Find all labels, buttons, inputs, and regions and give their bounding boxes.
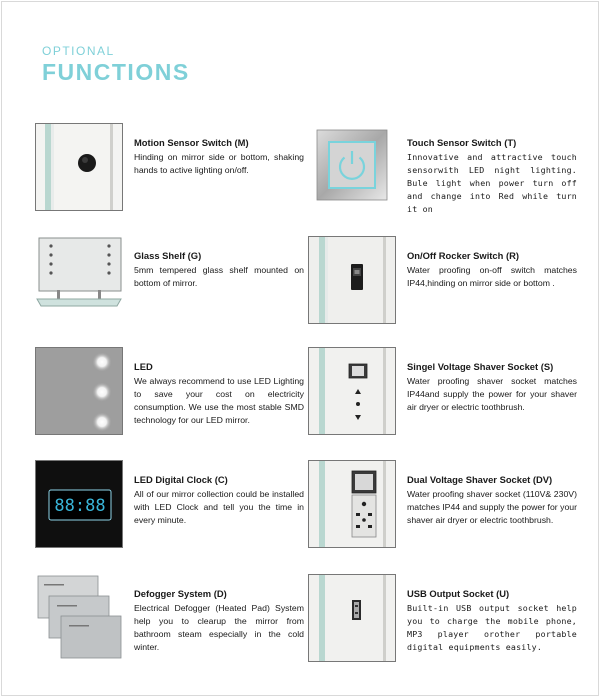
feature-desc: Innovative and attractive touch sensorwith LED night lighting. Bule light when power turn off and change into Red while turn it on <box>407 152 577 214</box>
feature-title: Singel Voltage Shaver Socket (S) <box>407 361 554 372</box>
feature-desc: Water proofing shaver socket matches IP44and supply the power for your shaver air dryer or electric toothbrush. <box>407 376 577 412</box>
feature-title: Dual Voltage Shaver Socket (DV) <box>407 474 553 485</box>
header-title: FUNCTIONS <box>42 59 190 85</box>
glass-shelf-icon <box>35 236 123 324</box>
header-subtitle: OPTIONAL <box>42 44 115 58</box>
digital-clock-icon <box>35 460 123 548</box>
feature-title: LED <box>134 361 153 372</box>
motion-sensor-icon <box>35 123 123 211</box>
feature-title: LED Digital Clock (C) <box>134 474 228 485</box>
rocker-switch-icon <box>308 236 396 324</box>
feature-title: Defogger System (D) <box>134 588 227 599</box>
clock-display: 88:88 <box>54 496 106 516</box>
touch-sensor-icon <box>308 123 396 211</box>
feature-desc: Hinding on mirror side or bottom, shaking hands to active lighting on/off. <box>134 152 304 175</box>
feature-title: Touch Sensor Switch (T) <box>407 137 517 148</box>
feature-desc: Water proofing on-off switch matches IP44,hinding on mirror side or bottom . <box>407 265 577 288</box>
feature-title: On/Off Rocker Switch (R) <box>407 250 519 261</box>
feature-title: USB Output Socket (U) <box>407 588 510 599</box>
led-light-icon <box>35 347 123 435</box>
feature-desc: 5mm tempered glass shelf mounted on bottom of mirror. <box>134 265 304 288</box>
dual-shaver-socket-icon <box>308 460 396 548</box>
usb-socket-icon <box>308 574 396 662</box>
feature-desc: Water proofing shaver socket (110V& 230V) matches IP44 and supply the power for your shaver air dryer or electric toothbrush. <box>407 489 577 525</box>
feature-desc: Electrical Defogger (Heated Pad) System help you to clearup the mirror from bathroom steam especially in the cold winter. <box>134 603 304 652</box>
single-shaver-socket-icon <box>308 347 396 435</box>
defogger-pad-icon <box>35 574 123 662</box>
feature-desc: We always recommend to use LED Lighting to save your cost on electricity consumption. We use the most stable SMD technology for our LED mirror. <box>134 376 304 425</box>
feature-title: Glass Shelf (G) <box>134 250 202 261</box>
page <box>1 1 599 696</box>
feature-title: Motion Sensor Switch (M) <box>134 137 249 148</box>
feature-desc: Built-in USB output socket help you to charge the mobile phone, MP3 player orother portable digital equipments easily. <box>407 603 577 652</box>
feature-desc: All of our mirror collection could be installed with LED Clock and tell you the time in every minute. <box>134 489 304 525</box>
